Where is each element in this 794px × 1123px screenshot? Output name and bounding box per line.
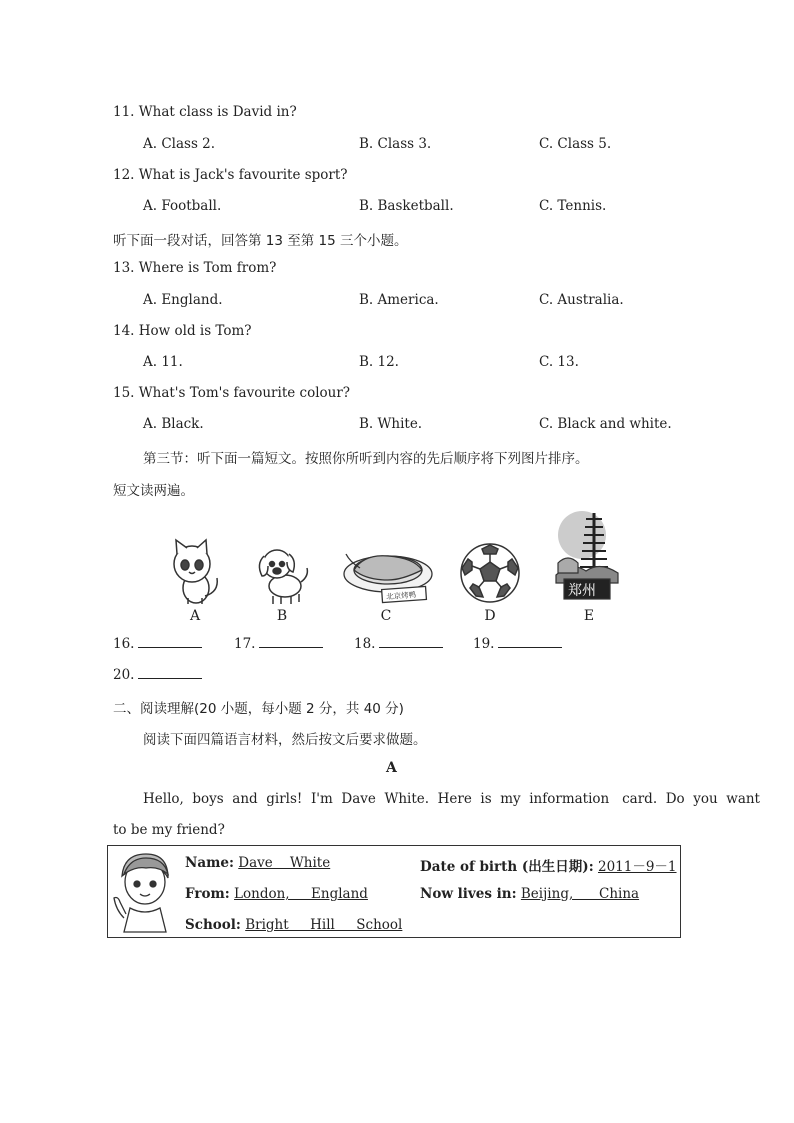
option-11-c: C. Class 5.	[539, 136, 612, 152]
passage-line-1: Hello, boys and girls! I'm Dave White. Here is my information card. Do you want	[143, 791, 760, 807]
option-14-a: A. 11.	[143, 354, 183, 370]
option-13-a: A. England.	[143, 292, 223, 308]
part2-title: 二、阅读理解(20 小题，每小题 2 分，共 40 分)	[113, 701, 404, 717]
option-12-c: C. Tennis.	[539, 198, 607, 214]
section3-instruction: 第三节：听下面一篇短文。按照你所听到内容的先后顺序将下列图片排序。	[143, 451, 589, 467]
picture-label-e: E	[583, 608, 595, 624]
school-value: Bright Hill School	[245, 917, 403, 933]
birth-value: 2011－9－1	[597, 859, 677, 875]
zhengzhou-picture	[552, 505, 622, 605]
blank-line	[498, 635, 562, 648]
option-11-b: B. Class 3.	[359, 136, 432, 152]
from-value: London, England	[234, 886, 368, 902]
option-14-b: B. 12.	[359, 354, 399, 370]
duck-plate-text: 北京烤鸭	[385, 590, 417, 602]
option-12-b: B. Basketball.	[359, 198, 454, 214]
question-12: 12. What is Jack's favourite sport?	[113, 167, 348, 183]
cat-picture	[160, 538, 228, 606]
blank-number-17: 17.	[234, 636, 256, 652]
city-text: 郑州	[568, 583, 596, 599]
picture-label-b: B	[276, 608, 288, 624]
answer-blank-17[interactable]	[234, 635, 323, 652]
football-picture	[459, 542, 521, 604]
school-label: School:	[185, 917, 241, 933]
option-15-c: C. Black and white.	[539, 416, 672, 432]
lives-value: Beijing, China	[520, 886, 640, 902]
from-label: From:	[185, 886, 230, 902]
dog-picture	[251, 540, 313, 606]
picture-label-c: C	[380, 608, 392, 624]
roast-duck-picture	[340, 544, 434, 606]
boy-avatar	[108, 848, 176, 934]
picture-label-a: A	[189, 608, 201, 624]
question-13: 13. Where is Tom from?	[113, 260, 277, 276]
passage-line-2: to be my friend?	[113, 822, 225, 838]
dialogue-instruction: 听下面一段对话，回答第 13 至第 15 三个小题。	[113, 233, 408, 249]
option-12-a: A. Football.	[143, 198, 222, 214]
name-value: Dave White	[238, 855, 331, 871]
option-15-a: A. Black.	[143, 416, 204, 432]
blank-line	[138, 635, 202, 648]
blank-line	[259, 635, 323, 648]
option-11-a: A. Class 2.	[143, 136, 216, 152]
name-label: Name:	[185, 855, 234, 871]
blank-number-19: 19.	[473, 636, 495, 652]
blank-line	[138, 666, 202, 679]
blank-number-16: 16.	[113, 636, 135, 652]
blank-number-18: 18.	[354, 636, 376, 652]
section3-instruction-cont: 短文读两遍。	[113, 483, 194, 499]
answer-blank-18[interactable]	[354, 635, 443, 652]
option-13-c: C. Australia.	[539, 292, 624, 308]
option-15-b: B. White.	[359, 416, 423, 432]
question-14: 14. How old is Tom?	[113, 323, 252, 339]
answer-blank-16[interactable]	[113, 635, 202, 652]
information-card	[107, 845, 681, 938]
picture-label-d: D	[484, 608, 496, 624]
question-11: 11. What class is David in?	[113, 104, 297, 120]
passage-heading: A	[386, 760, 397, 776]
answer-blank-19[interactable]	[473, 635, 562, 652]
option-13-b: B. America.	[359, 292, 439, 308]
lives-label: Now lives in:	[420, 886, 517, 902]
answer-blank-20[interactable]	[113, 666, 202, 683]
question-15: 15. What's Tom's favourite colour?	[113, 385, 351, 401]
blank-line	[379, 635, 443, 648]
part2-description: 阅读下面四篇语言材料，然后按文后要求做题。	[143, 732, 427, 748]
option-14-c: C. 13.	[539, 354, 579, 370]
blank-number-20: 20.	[113, 667, 135, 683]
birth-label: Date of birth (出生日期):	[420, 859, 594, 875]
